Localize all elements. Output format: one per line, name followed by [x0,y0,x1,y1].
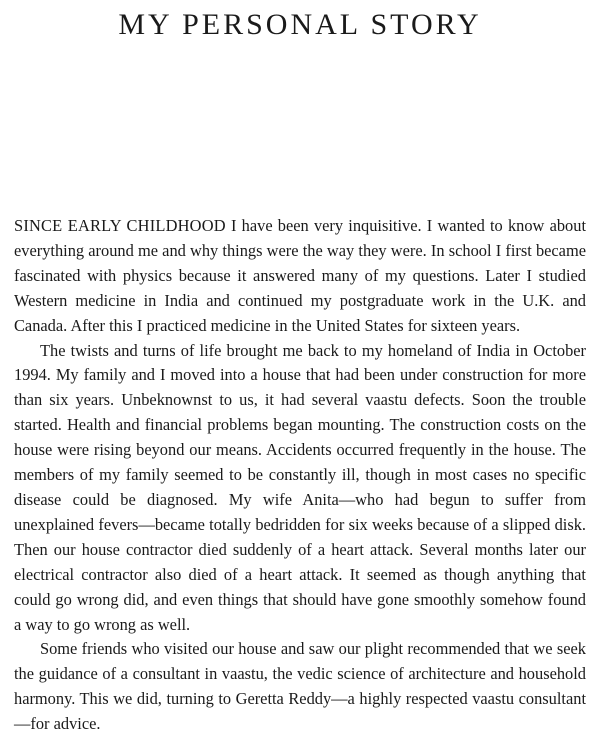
body-text [14,214,586,737]
paragraph-3: Some friends who visited our house and saw our plight recommended that we seek the guidance of a consultant in vaastu, the vedic science of architecture and household harmony. This we did, turning to Geretta Reddy—a highly respected vaastu consultant—for advice. [14,639,586,734]
lead-in-caps: SINCE EARLY CHILDHOOD [14,216,226,235]
paragraph-1 [14,214,586,339]
page-title: MY PERSONAL STORY [118,8,482,41]
paragraph-2: The twists and turns of life brought me back to my homeland of India in October 1994. My family and I moved into a house that had been under construction for more than six years. Unbeknownst to us, it had several vaastu defects. Soon the trouble started. Health and financial problems began mounting. The construction costs on the house were rising beyond our means. Accidents occurred frequently in the house. The members of my family seemed to be constantly ill, though in most cases no specific disease could be diagnosed. My wife Anita—who had begun to suffer from unexplained fevers—became totally bedridden for six weeks because of a slipped disk. Then our house contractor died suddenly of a heart attack. Several months later our electrical contractor also died of a heart attack. It seemed as though anything that could go wrong did, and even things that should have gone smoothly somehow found a way to go wrong as well. [14,340,586,634]
paragraph-1-text: I have been very inquisitive. I wanted to know about everything around me and why things were the way they were. In school I first became fascinated with physics because it answered many of my questions. Later I studied Western medicine in India and continued my postgraduate work in the U.K. and Canada. After this I practiced medicine in the United States for sixteen years. [14,216,586,335]
